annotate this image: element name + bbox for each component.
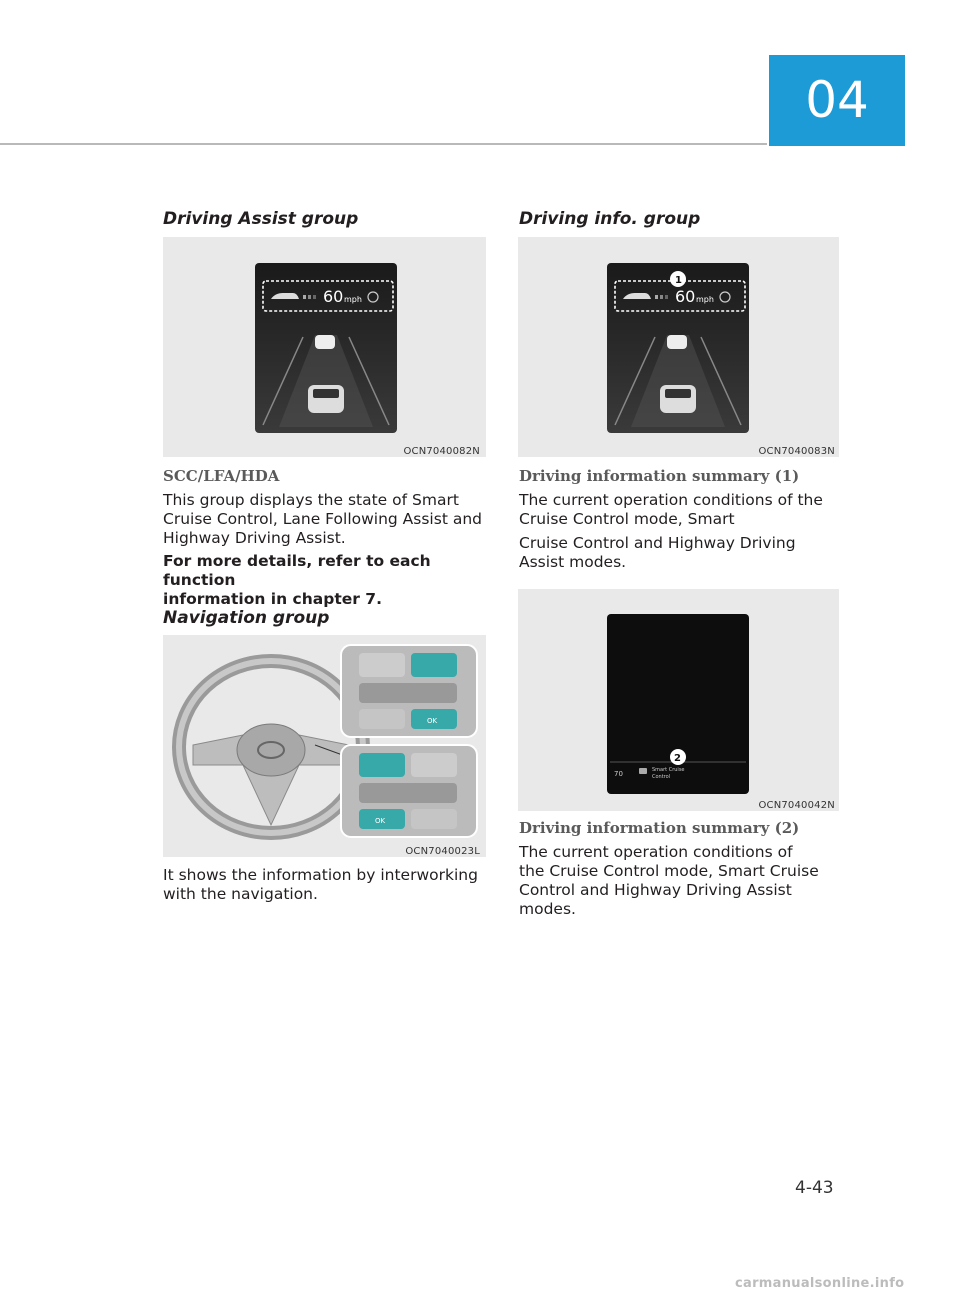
driving-info-figure-2 — [518, 589, 839, 811]
svg-text:Smart Cruise: Smart Cruise — [652, 767, 685, 773]
cluster-screen-illustration — [518, 589, 839, 811]
scc-lfa-hda-subheading: SCC/LFA/HDA — [163, 467, 280, 485]
svg-text:mph: mph — [344, 295, 362, 304]
header-rule — [0, 143, 767, 145]
driving-info-figure-1 — [518, 237, 839, 457]
summary-2-body: The current operation conditions of the Cruise Control mode, Smart Cruise Control and Highway Driving Assist modes. — [519, 843, 819, 918]
svg-text:60: 60 — [675, 287, 696, 306]
summary-1-body: The current operation conditions of the Cruise Control mode, Smart — [519, 491, 823, 528]
cluster-illustration — [163, 237, 486, 457]
svg-text:2: 2 — [674, 753, 681, 764]
summary-2-subheading: Driving information summary (2) — [519, 819, 800, 837]
svg-text:OK: OK — [427, 717, 438, 725]
svg-text:Control: Control — [652, 774, 671, 780]
navigation-figure — [163, 635, 486, 857]
driving-assist-body: This group displays the state of Smart Cruise Control, Lane Following Assist and Highway Driving Assist. — [163, 491, 482, 547]
watermark-footer: carmanualsonline.info — [735, 1276, 905, 1291]
navigation-heading: Navigation group — [163, 608, 330, 628]
svg-text:1: 1 — [675, 275, 682, 286]
driving-assist-note: For more details, refer to each function information in chapter 7. — [163, 552, 431, 608]
svg-text:mph: mph — [696, 295, 714, 304]
driving-assist-heading: Driving Assist group — [163, 209, 359, 229]
page-number: 4-43 — [795, 1178, 834, 1198]
steering-wheel-illustration — [163, 635, 486, 857]
driving-assist-figure — [163, 237, 486, 457]
figure-code: OCN7040042N — [758, 800, 835, 811]
figure-code: OCN7040083N — [758, 446, 835, 457]
summary-1-subheading: Driving information summary (1) — [519, 467, 800, 485]
figure-code: OCN7040023L — [405, 846, 480, 857]
svg-text:60: 60 — [323, 287, 344, 306]
chapter-tab: 04 — [769, 55, 905, 146]
driving-info-heading: Driving info. group — [519, 209, 701, 229]
svg-text:OK: OK — [375, 817, 386, 825]
navigation-body: It shows the information by interworking with the navigation. — [163, 866, 478, 903]
svg-text:70: 70 — [614, 770, 623, 778]
summary-1-body-continued: Cruise Control and Highway Driving Assist modes. — [519, 534, 796, 571]
cluster-illustration — [518, 237, 839, 457]
figure-code: OCN7040082N — [403, 446, 480, 457]
